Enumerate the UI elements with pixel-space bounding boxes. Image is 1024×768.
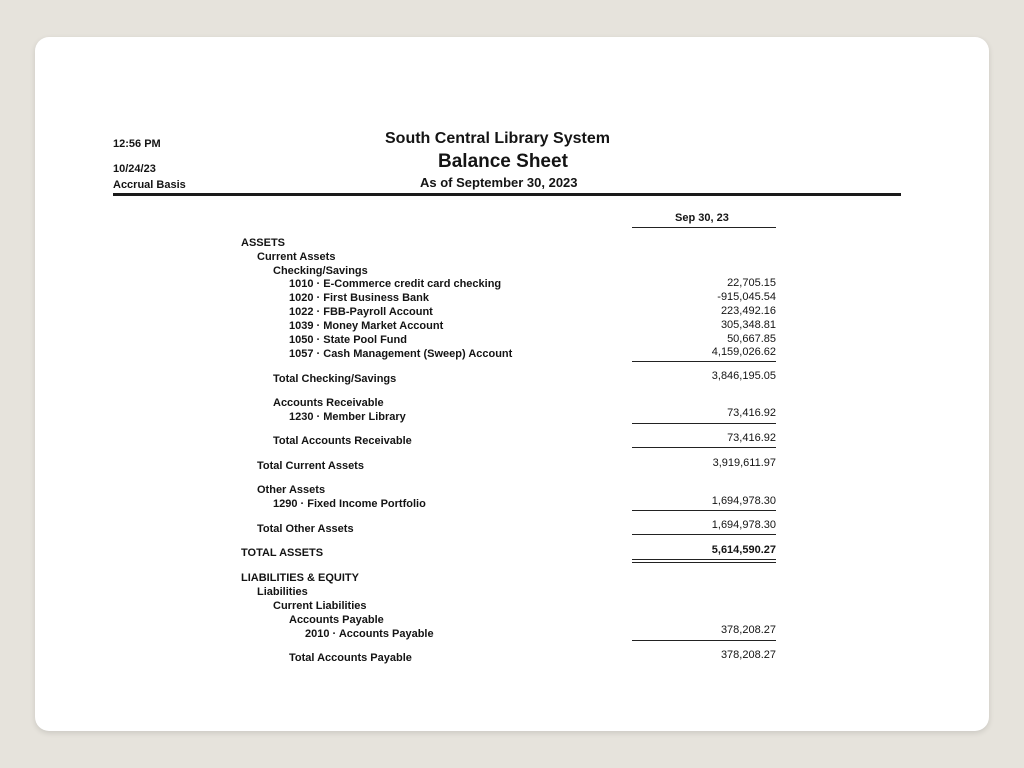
account-value: 1,694,978.30 <box>711 495 776 507</box>
total-label: Total Current Assets <box>257 460 364 472</box>
total-label: Total Checking/Savings <box>273 373 397 385</box>
total-value: 1,694,978.30 <box>711 519 776 531</box>
group-current-liabilities: Current Liabilities <box>273 600 367 612</box>
account-label: 1050 · State Pool Fund <box>289 334 407 346</box>
account-value: -915,045.54 <box>717 291 776 303</box>
group-current-assets: Current Assets <box>257 251 336 263</box>
account-label: 1057 · Cash Management (Sweep) Account <box>289 348 513 360</box>
total-value: 73,416.92 <box>727 432 776 444</box>
account-label: 1022 · FBB-Payroll Account <box>289 306 433 318</box>
report-title: Balance Sheet <box>438 151 568 172</box>
account-label: 1020 · First Business Bank <box>289 292 430 304</box>
account-value: 50,667.85 <box>727 333 776 345</box>
account-value: 378,208.27 <box>720 624 776 636</box>
subtotal-underline <box>632 510 776 511</box>
total-value: 378,208.27 <box>720 649 776 661</box>
double-underline-top <box>632 559 776 560</box>
header-rule <box>113 193 901 196</box>
subtotal-underline <box>632 447 776 448</box>
account-value: 73,416.92 <box>727 407 776 419</box>
section-liabilities-equity: LIABILITIES & EQUITY <box>241 572 359 584</box>
total-label: Total Other Assets <box>257 523 354 535</box>
group-accounts-payable: Accounts Payable <box>289 614 384 626</box>
account-label: 1230 · Member Library <box>289 411 406 423</box>
group-accounts-receivable: Accounts Receivable <box>273 397 384 409</box>
account-value: 223,492.16 <box>720 305 776 317</box>
organization-name: South Central Library System <box>385 130 610 147</box>
column-header-underline <box>632 227 776 228</box>
total-label: Total Accounts Payable <box>289 652 412 664</box>
subtotal-underline <box>632 534 776 535</box>
account-value: 4,159,026.62 <box>711 346 776 358</box>
total-value: 3,919,611.97 <box>712 457 776 469</box>
subtotal-underline <box>632 640 776 641</box>
total-value: 3,846,195.05 <box>711 370 776 382</box>
report-time: 12:56 PM <box>113 138 161 150</box>
group-other-assets: Other Assets <box>257 484 326 496</box>
document-page <box>35 37 989 731</box>
report-as-of: As of September 30, 2023 <box>420 175 578 190</box>
column-header: Sep 30, 23 <box>675 212 729 224</box>
subtotal-underline <box>632 361 776 362</box>
group-checking-savings: Checking/Savings <box>273 265 368 277</box>
group-liabilities: Liabilities <box>257 586 308 598</box>
account-value: 305,348.81 <box>720 319 776 331</box>
total-label: Total Accounts Receivable <box>273 435 412 447</box>
account-label: 2010 · Accounts Payable <box>305 628 434 640</box>
report-basis: Accrual Basis <box>113 179 186 191</box>
account-value: 22,705.15 <box>727 277 776 289</box>
total-value: 5,614,590.27 <box>711 544 776 556</box>
double-underline-bottom <box>632 562 776 563</box>
report-date: 10/24/23 <box>113 163 156 175</box>
account-label: 1039 · Money Market Account <box>289 320 444 332</box>
account-label: 1010 · E-Commerce credit card checking <box>289 278 502 290</box>
subtotal-underline <box>632 423 776 424</box>
account-label: 1290 · Fixed Income Portfolio <box>273 498 426 510</box>
total-label: TOTAL ASSETS <box>241 547 324 559</box>
section-assets: ASSETS <box>241 237 286 249</box>
